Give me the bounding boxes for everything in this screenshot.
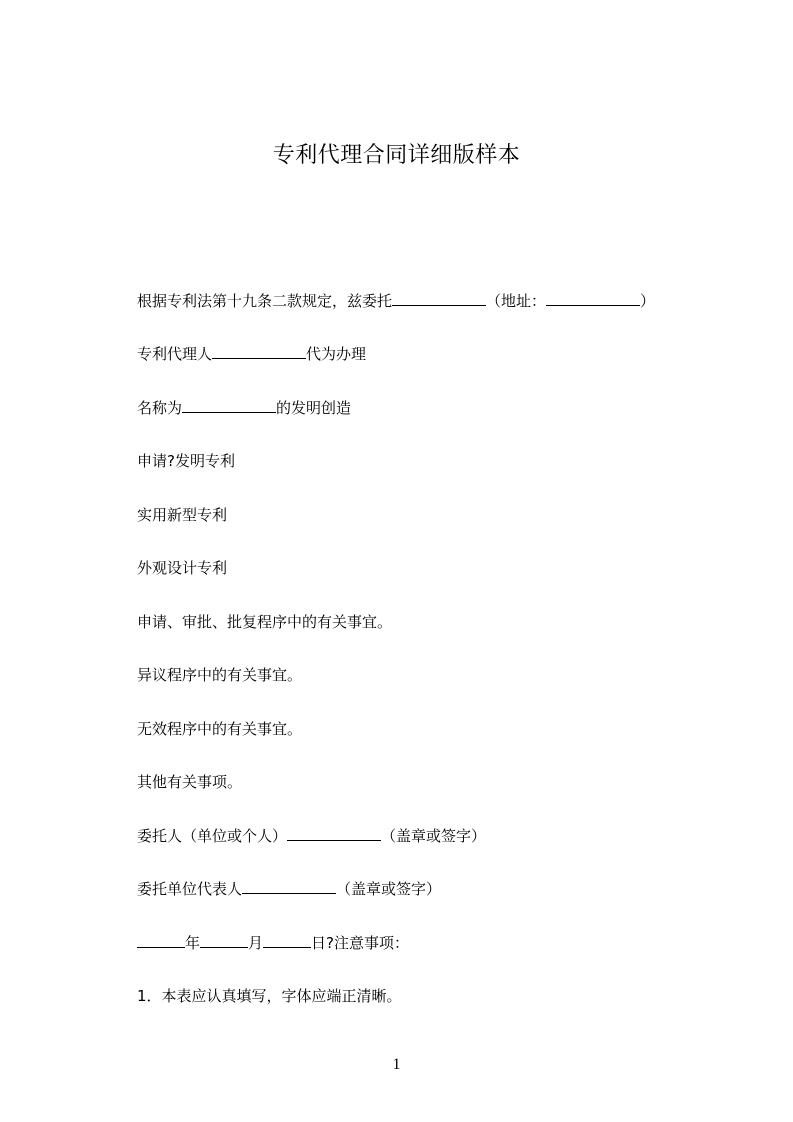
- representative-label: 委托单位代表人: [137, 880, 243, 898]
- address-close: ）: [640, 292, 656, 310]
- entrust-text: 根据专利法第十九条二款规定，兹委托: [137, 292, 393, 310]
- representative-blank[interactable]: [242, 878, 336, 894]
- representative-seal-note: （盖章或签字）: [336, 880, 442, 898]
- apply-invention-patent: 申请?发明专利: [137, 452, 235, 470]
- document-title: 专利代理合同详细版样本: [272, 143, 521, 168]
- day-blank[interactable]: [263, 932, 311, 948]
- month-blank[interactable]: [200, 932, 248, 948]
- year-label: 年: [185, 934, 201, 952]
- agent-blank[interactable]: [212, 343, 306, 359]
- date-line: [137, 931, 409, 955]
- note-item-1: 1．本表应认真填写，字体应端正清晰。: [137, 987, 402, 1005]
- agent-label: 专利代理人: [137, 345, 213, 363]
- principal-seal-note: （盖章或签字）: [381, 827, 487, 845]
- principal-blank[interactable]: [287, 825, 381, 841]
- agent-line: [137, 342, 366, 366]
- invention-name-line: [137, 396, 351, 420]
- design-patent: 外观设计专利: [137, 559, 228, 577]
- month-label: 月: [248, 934, 264, 952]
- utility-model-patent: 实用新型专利: [137, 506, 228, 524]
- clause-entrust-line: [137, 289, 655, 313]
- entrustee-blank[interactable]: [392, 290, 486, 306]
- year-blank[interactable]: [137, 932, 185, 948]
- invalidation-matters: 无效程序中的有关事宜。: [137, 720, 303, 738]
- day-label-notes: 日?注意事项：: [311, 934, 409, 952]
- invention-name-label: 名称为: [137, 399, 183, 417]
- address-label: （地址：: [486, 292, 547, 310]
- agent-suffix: 代为办理: [306, 345, 367, 363]
- other-matters: 其他有关事项。: [137, 773, 243, 791]
- invention-name-suffix: 的发明创造: [276, 399, 352, 417]
- principal-label: 委托人（单位或个人）: [137, 827, 288, 845]
- opposition-matters: 异议程序中的有关事宜。: [137, 666, 303, 684]
- examination-matters: 申请、审批、批复程序中的有关事宜。: [137, 613, 393, 631]
- address-blank[interactable]: [546, 290, 640, 306]
- invention-name-blank[interactable]: [182, 397, 276, 413]
- representative-line: [137, 877, 441, 901]
- principal-line: [137, 824, 486, 848]
- page-number: 1: [392, 1056, 401, 1073]
